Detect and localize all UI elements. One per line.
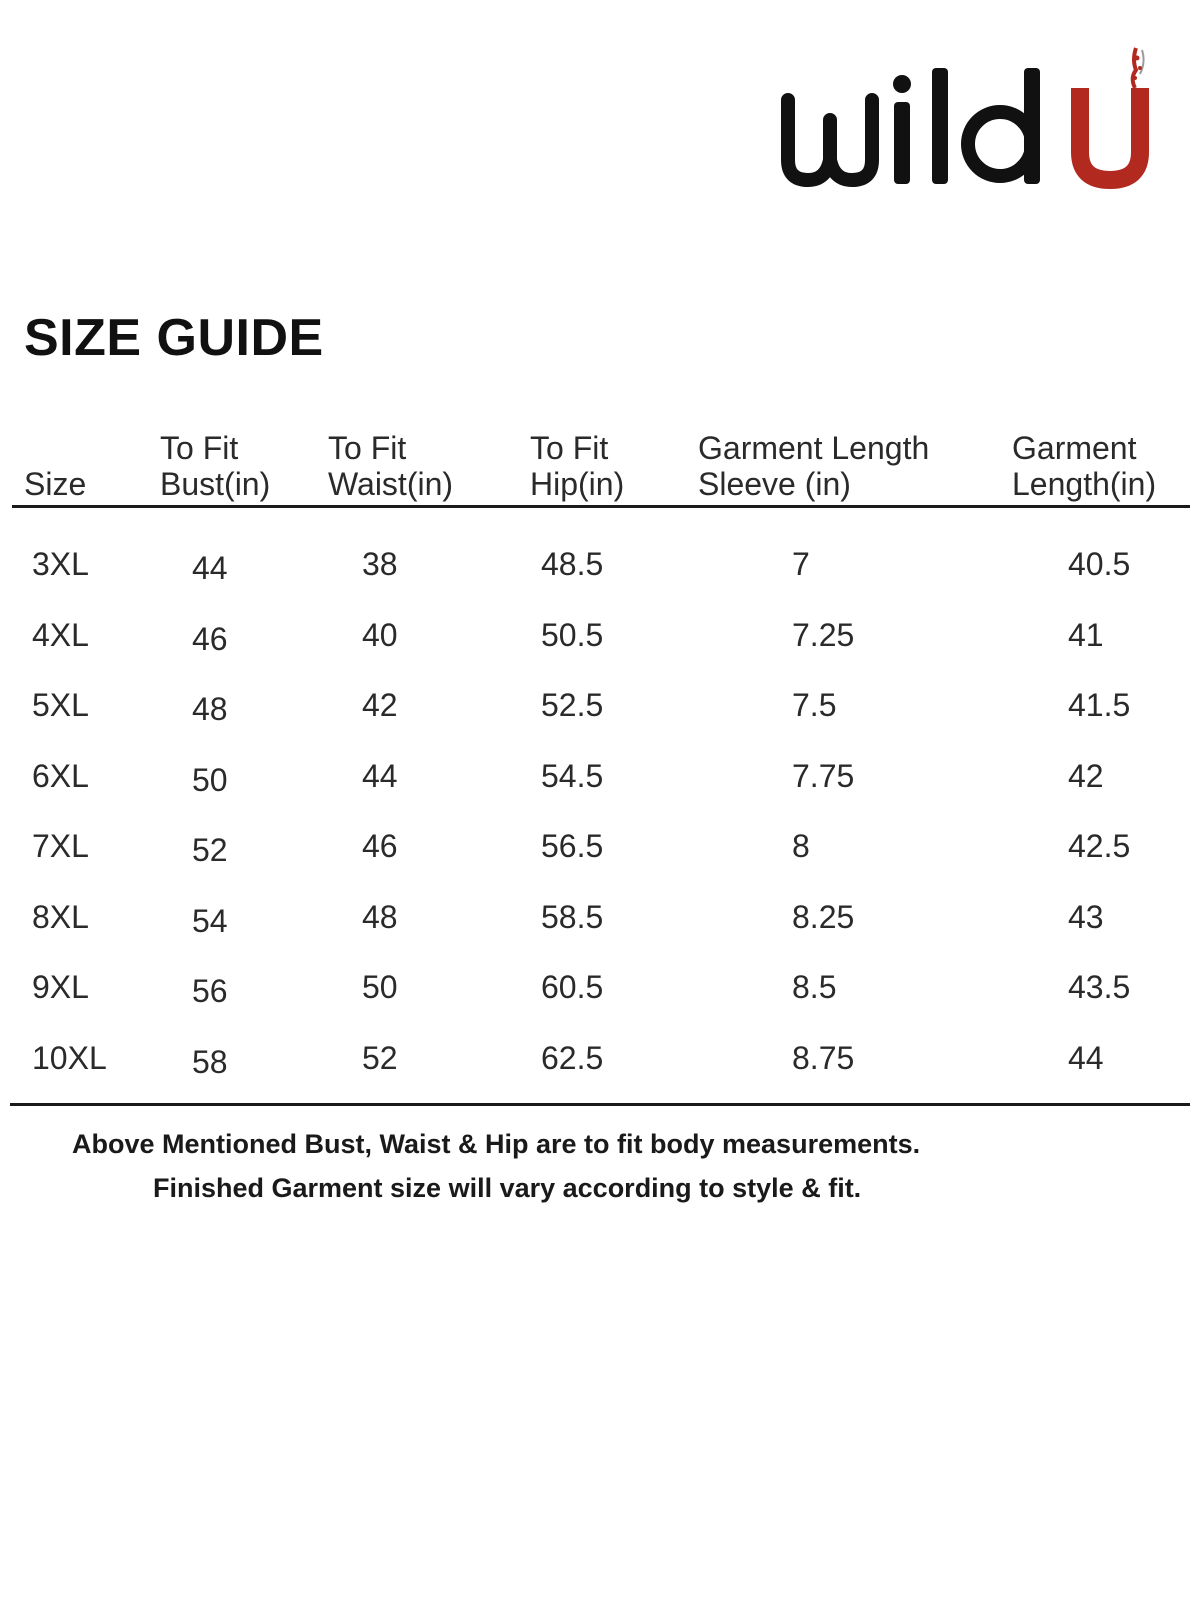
length-cell: 43.5 xyxy=(1068,969,1131,1005)
size-cell: 8XL xyxy=(32,898,89,935)
hip-cell: 56.5 xyxy=(541,828,604,864)
sleeve-cell: 7.75 xyxy=(792,757,855,794)
length-cell: 41.5 xyxy=(1068,687,1131,723)
hip-cell: 60.5 xyxy=(541,969,604,1005)
size-cell: 10XL xyxy=(32,1039,107,1076)
size-cell: 9XL xyxy=(32,969,89,1005)
hip-cell: 58.5 xyxy=(541,898,604,935)
bust-cell: 52 xyxy=(192,832,228,868)
column-header-size xyxy=(24,430,86,502)
bust-cell: 58 xyxy=(192,1043,228,1080)
sleeve-cell: 8.5 xyxy=(792,969,837,1005)
wild-u-logo-graphic xyxy=(780,40,1180,200)
header-line1: Garment xyxy=(1012,430,1137,466)
hip-cell: 50.5 xyxy=(541,616,604,653)
column-header-hip xyxy=(530,430,624,502)
waist-cell: 38 xyxy=(362,546,398,582)
header-line1: To Fit xyxy=(328,430,407,466)
length-cell: 42.5 xyxy=(1068,828,1131,864)
sleeve-cell: 8.25 xyxy=(792,898,855,935)
fit-note-line-2: Finished Garment size will vary according to style & fit. xyxy=(153,1173,862,1203)
fit-note-line-1: Above Mentioned Bust, Waist & Hip are to fit body measurements. xyxy=(72,1129,921,1159)
bust-cell: 46 xyxy=(192,620,228,657)
length-cell: 44 xyxy=(1068,1039,1104,1076)
sleeve-cell: 7.25 xyxy=(792,616,855,653)
sleeve-cell: 8.75 xyxy=(792,1039,855,1076)
header-divider xyxy=(12,505,1190,508)
sleeve-cell: 8 xyxy=(792,828,810,864)
size-cell: 6XL xyxy=(32,757,89,794)
sleeve-cell: 7 xyxy=(792,546,810,582)
size-cell: 4XL xyxy=(32,616,89,653)
length-cell: 42 xyxy=(1068,757,1104,794)
hip-cell: 52.5 xyxy=(541,687,604,723)
header-line2: Size xyxy=(24,466,87,502)
hip-cell: 62.5 xyxy=(541,1039,604,1076)
waist-cell: 50 xyxy=(362,969,398,1005)
column-header-sleeve xyxy=(698,430,929,502)
header-line1: Garment Length xyxy=(698,430,930,466)
hip-cell: 48.5 xyxy=(541,546,604,582)
size-cell: 7XL xyxy=(32,828,89,864)
size-cell: 5XL xyxy=(32,687,89,723)
waist-cell: 44 xyxy=(362,757,398,794)
header-line2: Hip(in) xyxy=(530,466,625,502)
header-line1: To Fit xyxy=(530,430,609,466)
bust-cell: 48 xyxy=(192,691,228,727)
waist-cell: 52 xyxy=(362,1039,398,1076)
length-cell: 43 xyxy=(1068,898,1104,935)
hip-cell: 54.5 xyxy=(541,757,604,794)
header-line2: Sleeve (in) xyxy=(698,466,851,502)
length-cell: 40.5 xyxy=(1068,546,1131,582)
waist-cell: 40 xyxy=(362,616,398,653)
size-cell: 3XL xyxy=(32,546,89,582)
column-header-bust xyxy=(160,430,270,502)
column-header-length xyxy=(1012,430,1156,502)
bust-cell: 50 xyxy=(192,761,228,798)
header-line2: Bust(in) xyxy=(160,466,271,502)
header-line2: Length(in) xyxy=(1012,466,1157,502)
brand-logo xyxy=(780,40,1180,200)
sleeve-cell: 7.5 xyxy=(792,687,837,723)
waist-cell: 48 xyxy=(362,898,398,935)
bust-cell: 54 xyxy=(192,902,228,939)
header-line1 xyxy=(24,430,86,466)
header-line2: Waist(in) xyxy=(328,466,454,502)
header-line1: To Fit xyxy=(160,430,239,466)
page-title: SIZE GUIDE xyxy=(24,309,324,367)
bust-cell: 44 xyxy=(192,550,228,586)
column-header-waist xyxy=(328,430,453,502)
table-bottom-divider xyxy=(10,1103,1190,1106)
waist-cell: 46 xyxy=(362,828,398,864)
length-cell: 41 xyxy=(1068,616,1104,653)
bust-cell: 56 xyxy=(192,973,228,1009)
waist-cell: 42 xyxy=(362,687,398,723)
